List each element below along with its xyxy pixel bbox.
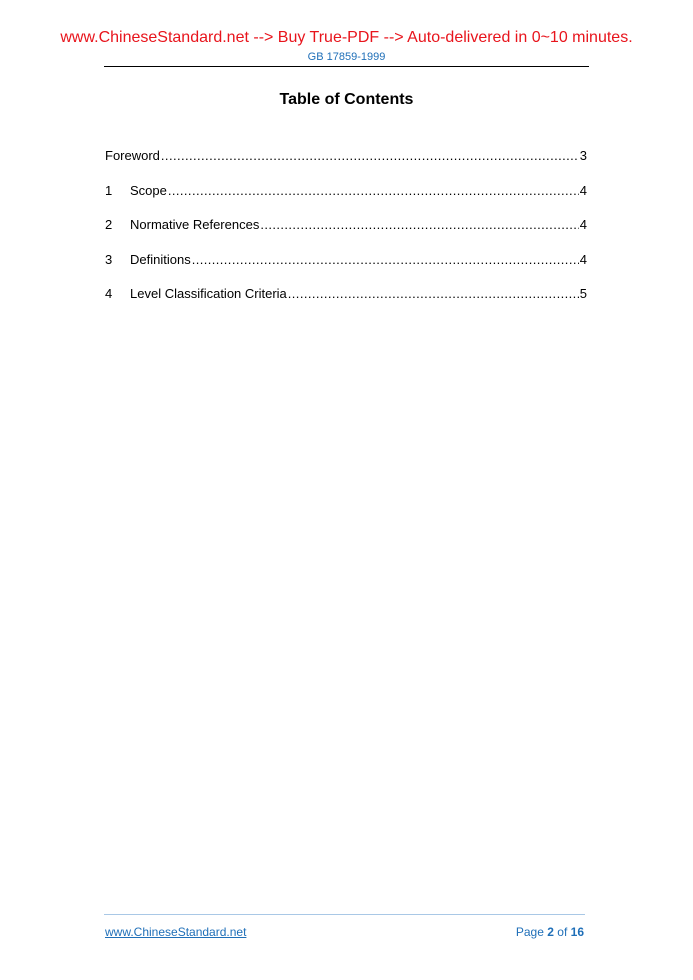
banner-link[interactable]: www.ChineseStandard.net --> Buy True-PDF --> Auto-delivered in 0~10 minutes.	[60, 29, 633, 46]
toc-entry-title: Foreword	[105, 148, 160, 163]
toc-entry-title: Level Classification Criteria	[130, 286, 287, 301]
toc-entry-page: 4	[579, 182, 587, 198]
document-code: GB 17859-1999	[307, 51, 386, 63]
page-title: Table of Contents	[279, 91, 414, 108]
toc-list	[105, 147, 587, 320]
toc-entry-normative-references[interactable]	[105, 216, 587, 251]
header-divider	[104, 66, 589, 67]
toc-entry-definitions[interactable]	[105, 251, 587, 286]
toc-dot-leader	[161, 147, 579, 165]
page-number	[516, 924, 584, 940]
toc-entry-title: Normative References	[130, 217, 260, 232]
footer-divider	[104, 914, 585, 915]
toc-entry-number: 4	[105, 286, 113, 301]
toc-entry-page: 5	[579, 286, 587, 301]
toc-entry-title: Definitions	[130, 251, 191, 267]
toc-entry-page: 3	[579, 148, 587, 163]
toc-dot-leader	[260, 216, 578, 234]
toc-entry-number: 2	[105, 217, 113, 232]
page-of-label: of	[557, 925, 568, 939]
toc-dot-leader	[168, 182, 579, 200]
toc-dot-leader	[288, 285, 579, 303]
current-page: 2	[547, 925, 554, 939]
toc-entry-number: 1	[105, 182, 113, 198]
page-label: Page	[515, 925, 544, 939]
toc-entry-number: 3	[105, 251, 113, 267]
toc-entry-page: 4	[579, 251, 587, 267]
toc-entry-foreword[interactable]	[105, 147, 587, 182]
toc-entry-level-classification-criteria[interactable]	[105, 285, 587, 320]
toc-entry-page: 4	[579, 217, 587, 232]
total-pages: 16	[570, 925, 584, 939]
toc-entry-title: Scope	[130, 182, 167, 198]
footer-site-link[interactable]: www.ChineseStandard.net	[105, 925, 247, 939]
toc-dot-leader	[192, 251, 579, 269]
toc-entry-scope[interactable]	[105, 182, 587, 217]
